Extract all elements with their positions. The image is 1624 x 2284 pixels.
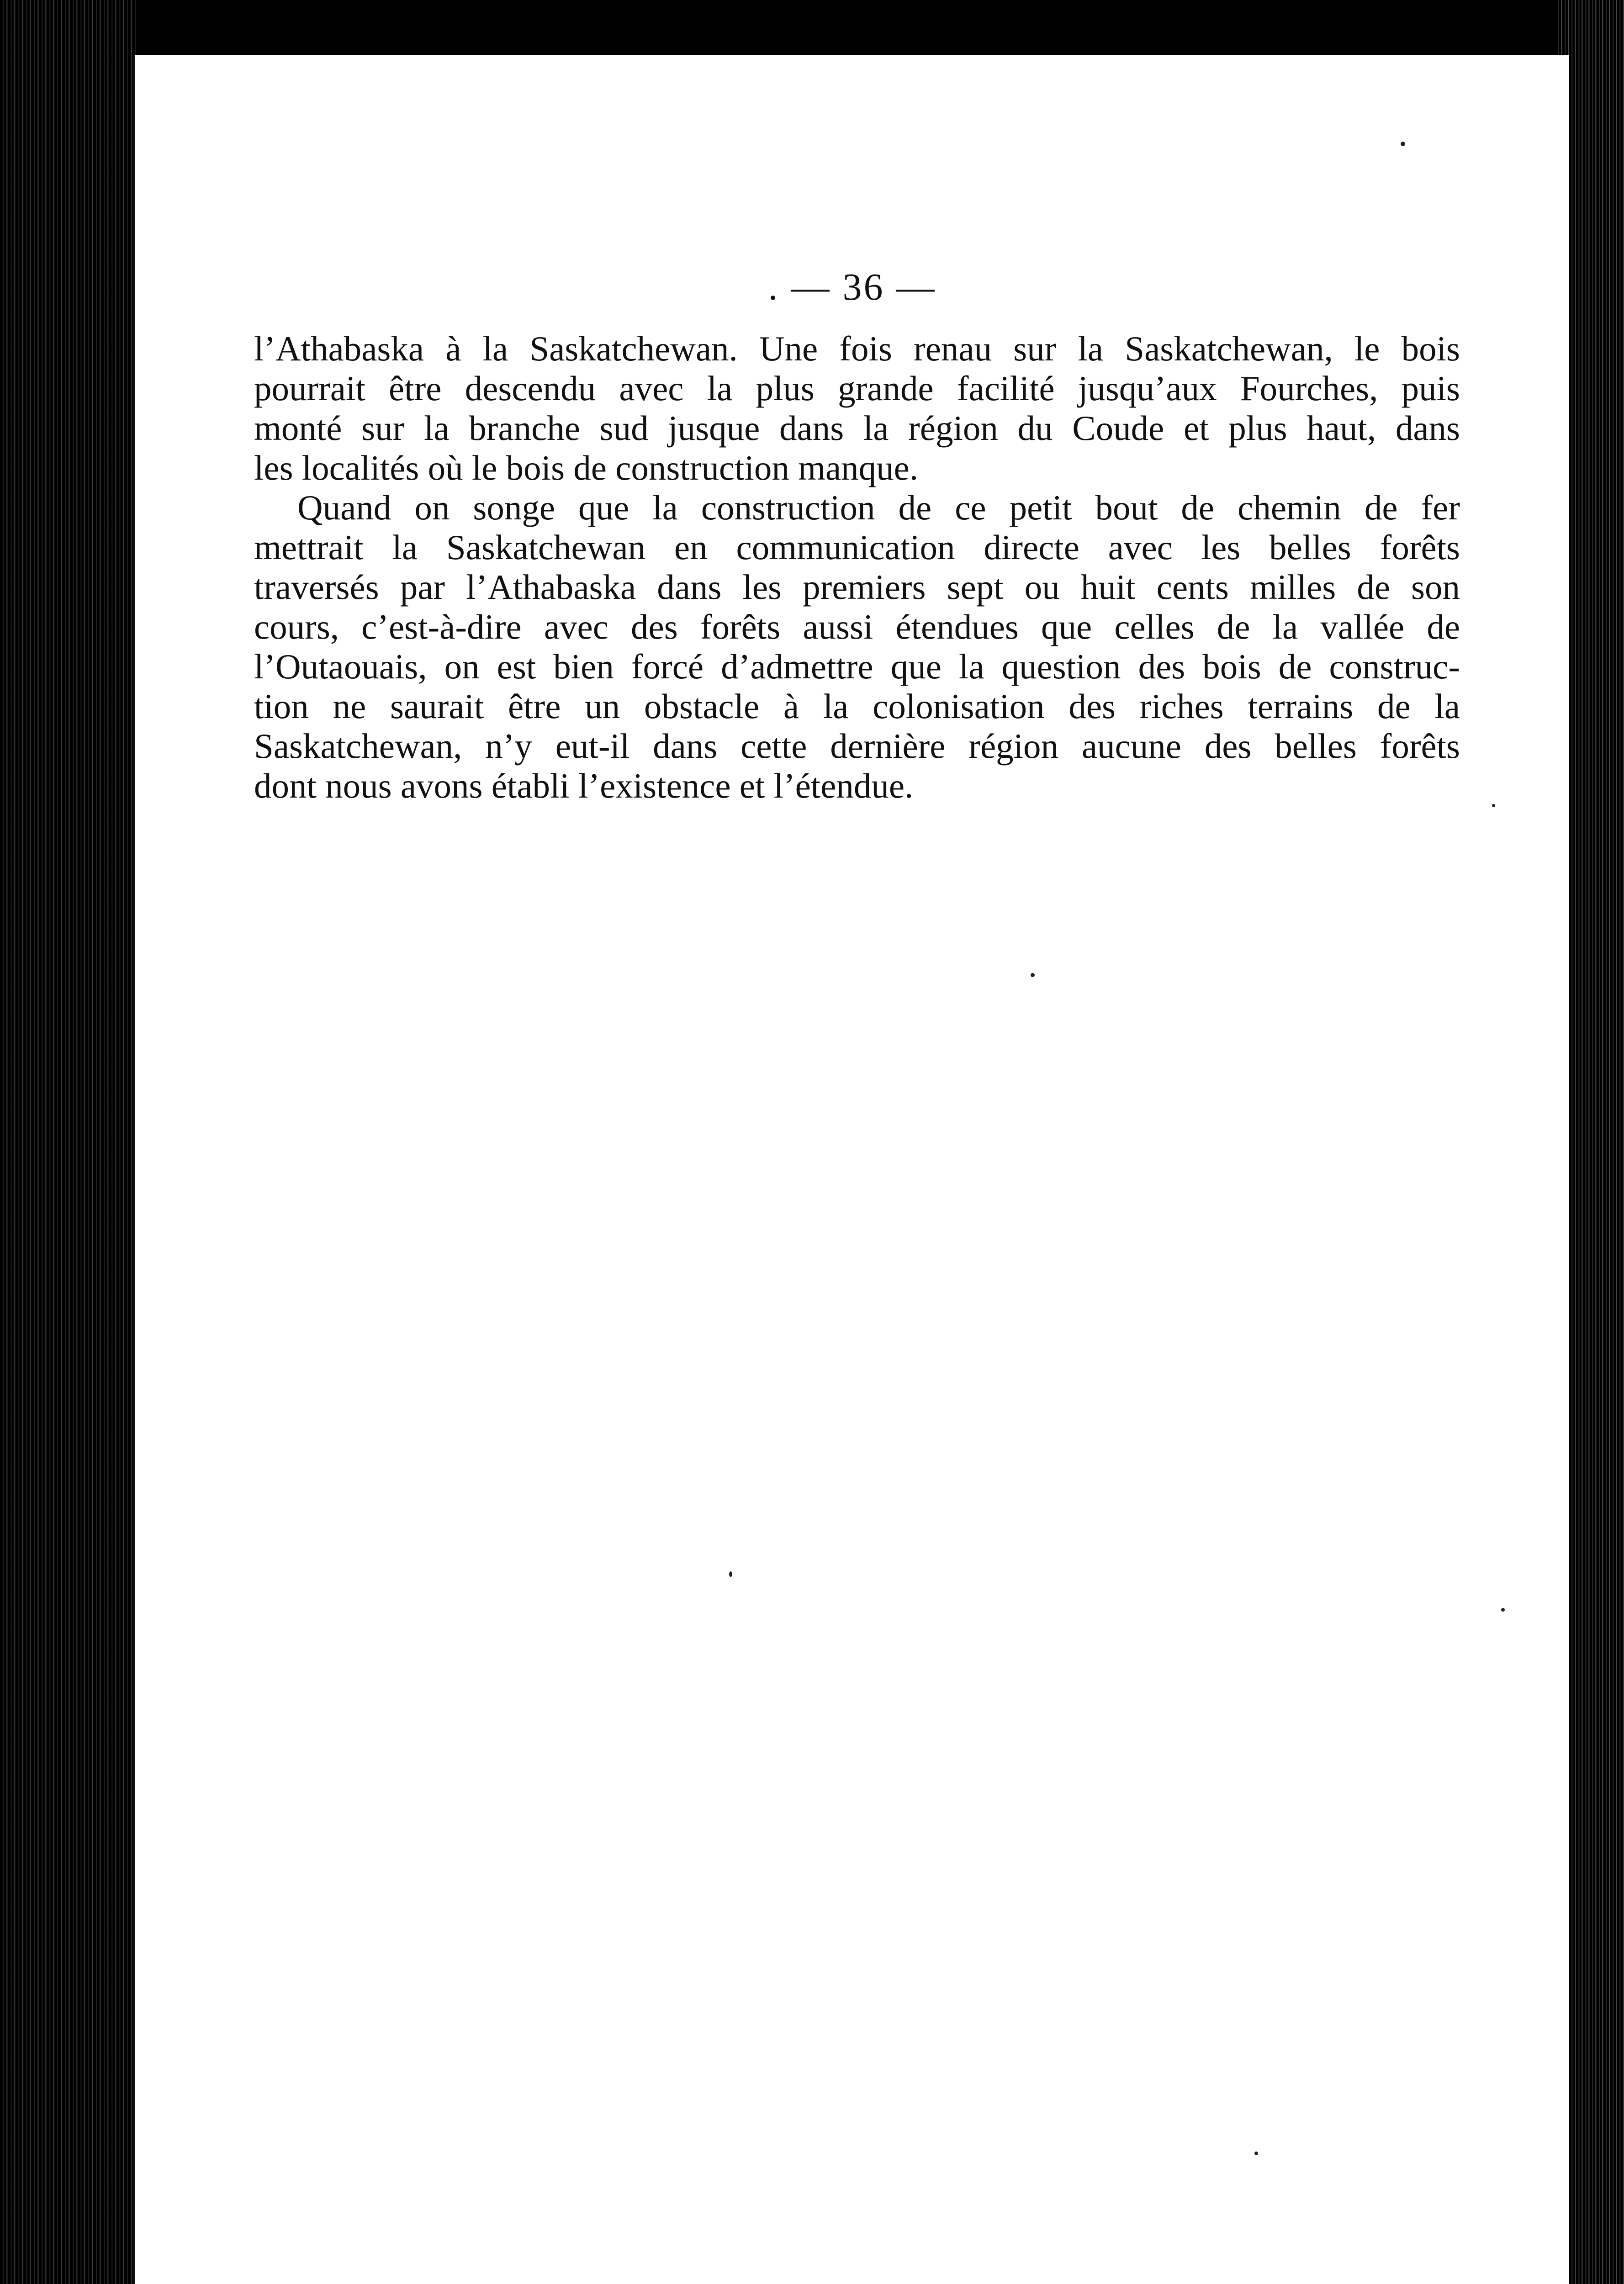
scan-binding-left	[0, 0, 137, 2284]
scan-speck	[1254, 2152, 1258, 2155]
scan-speck	[1401, 142, 1405, 146]
scan-speck	[1492, 804, 1495, 807]
text-line: tion ne saurait être un obstacle à la colonisation des riches terrains de la	[254, 687, 1460, 726]
text-line: les localités où le bois de construction manque.	[254, 448, 919, 487]
book-page	[132, 55, 1569, 2284]
text-line: l’Outaouais, on est bien forcé d’admettre que la question des bois de construc-	[254, 647, 1460, 686]
text-line: monté sur la branche sud jusque dans la région du Coude et plus haut, dans	[254, 408, 1460, 448]
page-number: . — 36 —	[768, 266, 936, 308]
paragraph-2	[254, 488, 1460, 806]
text-line: mettrait la Saskatchewan en communication directe avec les belles forêts	[254, 528, 1460, 567]
paragraph-1	[254, 329, 1460, 488]
text-line: traversés par l’Athabaska dans les premiers sept ou huit cents milles de son	[254, 567, 1460, 607]
scan-speck	[1501, 1608, 1505, 1612]
scan-speck	[729, 1571, 732, 1577]
text-line: l’Athabaska à la Saskatchewan. Une fois renau sur la Saskatchewan, le bois	[254, 329, 1460, 368]
text-line: cours, c’est-à-dire avec des forêts aussi étendues que celles de la vallée de	[254, 607, 1460, 646]
body-text	[254, 329, 1460, 806]
text-line: Saskatchewan, n’y eut-il dans cette dernière région aucune des belles forêts	[254, 726, 1460, 766]
text-line: dont nous avons établi l’existence et l’étendue.	[254, 766, 914, 805]
text-line: pourrait être descendu avec la plus grande facilité jusqu’aux Fourches, puis	[254, 369, 1460, 408]
scan-speck	[1031, 973, 1035, 977]
text-line: Quand on songe que la construction de ce petit bout de chemin de fer	[297, 488, 1460, 527]
